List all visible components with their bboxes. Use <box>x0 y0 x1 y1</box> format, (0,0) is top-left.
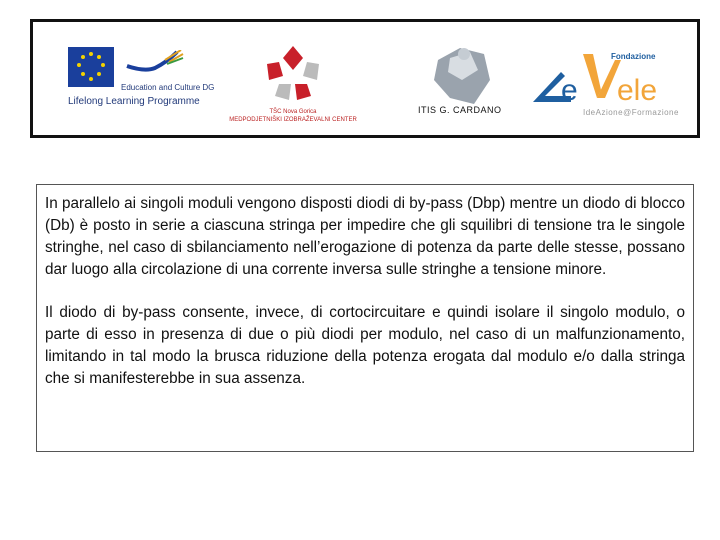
edu-culture-text: Education and Culture DG <box>121 83 215 92</box>
itis-cube-icon <box>428 40 498 106</box>
content-text-box <box>36 184 694 452</box>
svg-text:e: e <box>561 74 578 105</box>
tsc-text <box>218 108 368 124</box>
lifelong-learning-bird-icon <box>125 50 185 80</box>
eu-flag-icon <box>68 47 114 87</box>
levele-tagline: IdeAzione@Formazione <box>583 108 679 117</box>
paragraph-bypass-function: Il diodo di by-pass consente, invece, di cortocircuitare e quindi isolare il singolo modulo, o parte di esso in presenza di due o più diodi per modulo, nel caso di un malfunzionamento, limitando in tal modo la brusca riduzione della potenza erogata dal modulo e/o dalla stringa che si manifesterebbe in sua assenza. <box>45 304 685 387</box>
fondazione-text: Fondazione <box>611 52 656 61</box>
itis-cardano-text: ITIS G. CARDANO <box>418 105 502 115</box>
tsc-star-icon <box>261 44 325 108</box>
svg-text:ele: ele <box>617 74 658 105</box>
logo-banner <box>30 19 700 138</box>
tsc-name: TŠC Nova Gorica <box>269 109 317 115</box>
tsc-subtitle: MEDPODJETNIŠKI IZOBRAŽEVALNI CENTER <box>229 117 357 123</box>
paragraph-bypass-blocking: In parallelo ai singoli moduli vengono disposti diodi di by-pass (Dbp) mentre un diodo di blocco (Db) è posto in serie a ciascuna stringa per impedire che gli squilibri di tensione tra le singole stringhe, nel caso di sbilanciamento nell’erogazione di potenza da parte delle stesse, possano dar luogo alla circolazione di una corrente inversa sulle stringhe a tensione minore. <box>45 195 685 278</box>
lifelong-learning-text: Lifelong Learning Programme <box>68 96 200 107</box>
